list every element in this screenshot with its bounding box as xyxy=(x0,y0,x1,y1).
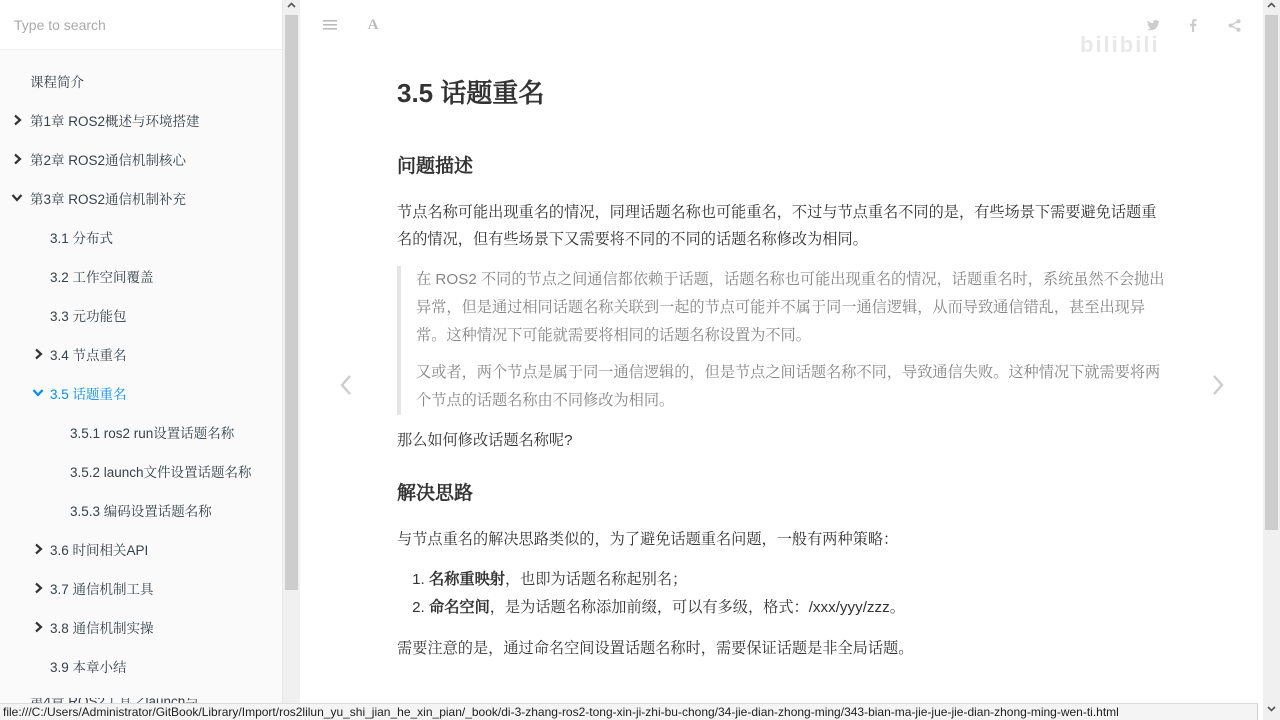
sidebar-item[interactable] xyxy=(0,217,282,256)
paragraph: 与节点重名的解决思路类似的，为了避免话题重名问题，一般有两种策略： xyxy=(397,531,899,548)
sidebar-item-label: 3.7 通信机制工具 xyxy=(50,581,154,597)
chevron-right-icon[interactable] xyxy=(31,347,45,361)
strategy-list xyxy=(397,566,1167,622)
chevron-down-icon[interactable] xyxy=(31,386,45,400)
chevron-down-icon[interactable] xyxy=(10,191,24,205)
sidebar-item[interactable] xyxy=(0,490,282,529)
sidebar-item[interactable] xyxy=(0,412,282,451)
scroll-down-arrow-icon[interactable] xyxy=(1263,706,1280,718)
main-content xyxy=(300,0,1263,703)
quote-paragraph: 又或者，两个节点是属于同一通信逻辑的，但是节点之间话题名称不同，导致通信失败。这种情况下就需要将两个节点的话题名称由不同修改为相同。 xyxy=(416,364,1161,409)
paragraph: 那么如何修改话题名称呢? xyxy=(397,432,573,449)
sidebar-item[interactable] xyxy=(0,607,282,646)
article xyxy=(397,70,1167,675)
sidebar-item-label: 3.5.1 ros2 run设置话题名称 xyxy=(70,425,235,441)
sidebar-item[interactable] xyxy=(0,295,282,334)
list-item xyxy=(429,594,1167,622)
chevron-right-icon[interactable] xyxy=(31,542,45,556)
section-heading-solution: 解决思路 xyxy=(397,483,474,504)
list-item-bold: 命名空间 xyxy=(429,599,490,616)
list-item xyxy=(429,566,1167,594)
chevron-right-icon[interactable] xyxy=(31,620,45,634)
sidebar-scroll-thumb[interactable] xyxy=(285,15,298,590)
page-title: 3.5 话题重名 xyxy=(397,78,545,108)
sidebar-item-label: 第2章 ROS2通信机制核心 xyxy=(30,152,187,168)
paragraph: 节点名称可能出现重名的情况，同理话题名称也可能重名，不过与节点重名不同的是，有些场景下需要避免话题重名的情况，但有些场景下又需要将不同的不同的话题名称修改为相同。 xyxy=(397,204,1157,248)
sidebar-item[interactable] xyxy=(0,61,282,100)
sidebar-scrollbar[interactable] xyxy=(283,0,300,703)
main-scrollbar[interactable] xyxy=(1263,0,1280,720)
chevron-right-icon[interactable] xyxy=(10,113,24,127)
sidebar-item-label: 第3章 ROS2通信机制补充 xyxy=(30,191,187,207)
sidebar-item-label: 第1章 ROS2概述与环境搭建 xyxy=(30,113,200,129)
section-heading-problem: 问题描述 xyxy=(397,156,474,177)
next-page-arrow-icon[interactable] xyxy=(1208,370,1228,400)
sidebar-item[interactable] xyxy=(0,646,282,685)
sidebar-item[interactable] xyxy=(0,100,282,139)
sidebar-item-label: 3.6 时间相关API xyxy=(50,542,149,558)
sidebar xyxy=(0,0,283,720)
table-of-contents xyxy=(0,50,282,685)
sidebar-item-label: 3.5 话题重名 xyxy=(50,386,127,402)
sidebar-item-label: 课程简介 xyxy=(30,74,84,90)
prev-page-arrow-icon[interactable] xyxy=(336,370,356,400)
sidebar-item-label: 3.5.2 launch文件设置话题名称 xyxy=(70,464,252,480)
blockquote xyxy=(397,266,1167,415)
sidebar-item-label: 3.9 本章小结 xyxy=(50,659,127,675)
sidebar-item-label: 3.2 工作空间覆盖 xyxy=(50,269,154,285)
sidebar-item[interactable] xyxy=(0,568,282,607)
sidebar-item[interactable] xyxy=(0,256,282,295)
sidebar-item-label: 3.1 分布式 xyxy=(50,230,114,246)
watermark-logo: bilibili xyxy=(1080,32,1160,57)
sidebar-item[interactable] xyxy=(0,334,282,373)
font-settings-icon[interactable]: A xyxy=(367,16,379,33)
chevron-right-icon[interactable] xyxy=(10,152,24,166)
scroll-up-arrow-icon[interactable] xyxy=(1263,2,1280,14)
list-item-text: ，是为话题名称添加前缀，可以有多级，格式：/xxx/yyy/zzz。 xyxy=(489,599,905,616)
chevron-right-icon[interactable] xyxy=(31,581,45,595)
sidebar-item[interactable] xyxy=(0,139,282,178)
paragraph: 需要注意的是，通过命名空间设置话题名称时，需要保证话题是非全局话题。 xyxy=(397,640,914,657)
search-box xyxy=(0,0,282,50)
sidebar-item[interactable] xyxy=(0,529,282,568)
sidebar-item[interactable] xyxy=(0,451,282,490)
quote-paragraph: 在 ROS2 不同的节点之间通信都依赖于话题，话题名称也可能出现重名的情况，话题重名时，系统虽然不会抛出异常，但是通过相同话题名称关联到一起的节点可能并不属于同一通信逻辑，从而导致通信错乱，甚至出现异常。这种情况下可能就需要将相同的话题名称设置为不同。 xyxy=(416,271,1165,344)
status-bar-url: file:///C:/Users/Administrator/GitBook/Library/Import/ros2lilun_yu_shi_jian_he_xin_pian/_book/di-3-zhang-ros2-tong-xin-ji-zhi-bu-chong/34-jie-dian-zhong-ming/343-bian-ma-jie-jue-jie-dian-zhong-ming-wen-ti.html xyxy=(0,703,1258,720)
sidebar-item[interactable] xyxy=(0,373,282,412)
main-scroll-thumb[interactable] xyxy=(1265,15,1278,530)
sidebar-item-label: 3.5.3 编码设置话题名称 xyxy=(70,503,212,519)
sidebar-item-label: 3.4 节点重名 xyxy=(50,347,127,363)
hamburger-icon[interactable] xyxy=(321,16,339,34)
list-item-text: ，也即为话题名称起别名； xyxy=(504,571,688,588)
list-item-bold: 名称重映射 xyxy=(429,571,505,588)
search-input[interactable] xyxy=(14,17,268,33)
sidebar-item-label: 3.3 元功能包 xyxy=(50,308,127,324)
sidebar-item[interactable] xyxy=(0,178,282,217)
sidebar-item-label: 3.8 通信机制实操 xyxy=(50,620,154,636)
scroll-up-arrow-icon[interactable] xyxy=(283,2,300,14)
